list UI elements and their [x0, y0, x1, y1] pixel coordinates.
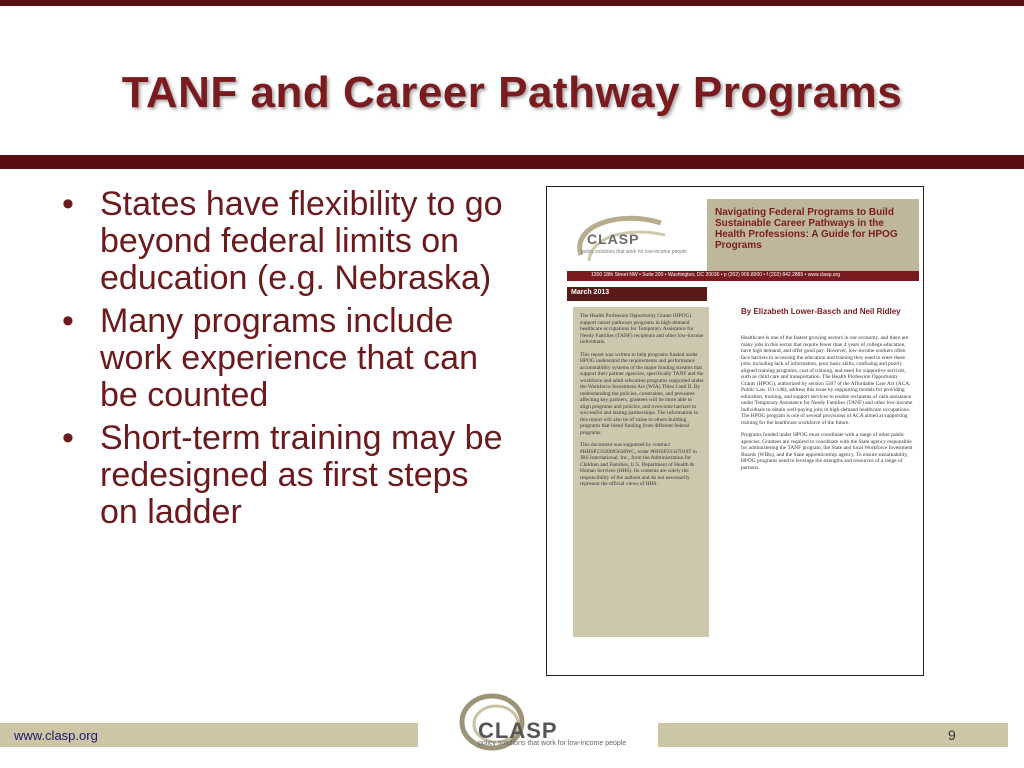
- slide-title: TANF and Career Pathway Programs: [121, 68, 903, 117]
- doc-title: Navigating Federal Programs to Build Sustainable Career Pathways in the Health Professions: A Guide for HPOG Programs: [715, 207, 898, 251]
- bullet-icon: •: [62, 419, 74, 457]
- doc-date-box: [567, 287, 707, 301]
- bullet-list: [60, 186, 510, 537]
- top-border-bar: [0, 0, 1024, 6]
- footer-logo-tagline: policy solutions that work for low-income people: [478, 740, 627, 747]
- footer-url-link[interactable]: www.clasp.org: [14, 728, 98, 743]
- doc-sidebar-paragraph: This document was supported by contract #HHSP23320095638WC, order #HHSP23337010T to JBS International, Inc., from the Administration for Children and Families, U.S. Department of Health & Human Services (HHS). Its contents are solely the responsibility of the authors and do not necessarily represent the official views of HHS.: [580, 442, 698, 487]
- doc-sidebar: [573, 307, 709, 637]
- doc-sidebar-paragraph: The Health Profession Opportunity Grants (HPOG) support career pathways programs in high-demand healthcare occupations for Temporary Assistance for Needy Families (TANF) recipients and other low-income individuals.: [580, 313, 704, 345]
- bullet-item: [60, 420, 510, 531]
- doc-body-paragraph: Healthcare is one of the fastest growing sectors in our economy, and there are many jobs in this sector that require fewer than 4 years of college education, have high demand, and offer good pay. However, low-income workers often face barriers to accessing the education and training they need to enter these jobs, including lack of information, poor basic skills, confusing and poorly aligned training programs, cost of training, and need for supportive services, such as child care and transportation. The Health Profession Opportunity Grants (HPOG), authorized by section 5507 of the Affordable Care Act (ACA; Public Law 111-148), address this issue by supporting models for providing education, training, and support services to enable recipients of cash assistance under Temporary Assistance for Needy Families (TANF) and other low-income individuals to obtain well-paying jobs in high-demand healthcare occupations. The HPOG program is one of several provisions of ACA aimed at supporting training for the healthcare workforce of the future.: [741, 335, 913, 426]
- doc-title-box: [707, 199, 919, 271]
- bullet-text: Short-term training may be redesigned as first steps on ladder: [100, 419, 503, 531]
- doc-logo-text: CLASP: [587, 231, 640, 247]
- doc-sidebar-text: [580, 313, 704, 494]
- title-divider-bar: [0, 155, 1024, 169]
- doc-date: March 2013: [571, 289, 610, 296]
- footer-logo-text: CLASP: [478, 718, 558, 743]
- doc-body-text: [741, 335, 913, 477]
- bullet-text: Many programs include work experience that can be counted: [100, 302, 478, 414]
- report-cover-image: [546, 186, 924, 676]
- bullet-item: [60, 186, 510, 297]
- bullet-icon: •: [62, 185, 74, 223]
- doc-sidebar-paragraph: This report was written to help programs funded under HPOG understand the requirements and performance accountability systems of the major funding streams that support their partner agencies, specifically TANF and the workforce and adult education programs supported under the Workforce Investment Act (WIA) Titles I and II. By understanding the policies, constraints, and pressures affecting key partners, grantees will be more able to align programs and policies, and overcome barriers to successful and lasting partnerships. The information in this report will also be of value to others building programs that blend funding from different federal programs.: [580, 351, 704, 436]
- bullet-icon: •: [62, 302, 74, 340]
- doc-address-band: [567, 271, 919, 281]
- page-number: 9: [948, 727, 956, 743]
- doc-body-paragraph: Programs funded under HPOG must coordinate with a range of other public agencies. Grantees are required to coordinate with the State agency responsible for administering the TANF program, the State and local Workforce Investment Boards (WIBs), and the State apprenticeship agency. To ensure sustainability, HPOG programs need to leverage the strengths and resources of a range of partners.: [741, 432, 913, 471]
- bullet-item: [60, 303, 510, 414]
- bullet-text: States have flexibility to go beyond federal limits on education (e.g. Nebraska): [100, 185, 503, 297]
- doc-logo-tagline: policy solutions that work for low-income people: [581, 249, 687, 255]
- doc-address: 1200 18th Street NW • Suite 200 • Washington, DC 20036 • p (202) 906.8000 • f (202) 842.2885 • www.clasp.org: [591, 272, 840, 278]
- doc-authors: By Elizabeth Lower-Basch and Neil Ridley: [741, 307, 901, 316]
